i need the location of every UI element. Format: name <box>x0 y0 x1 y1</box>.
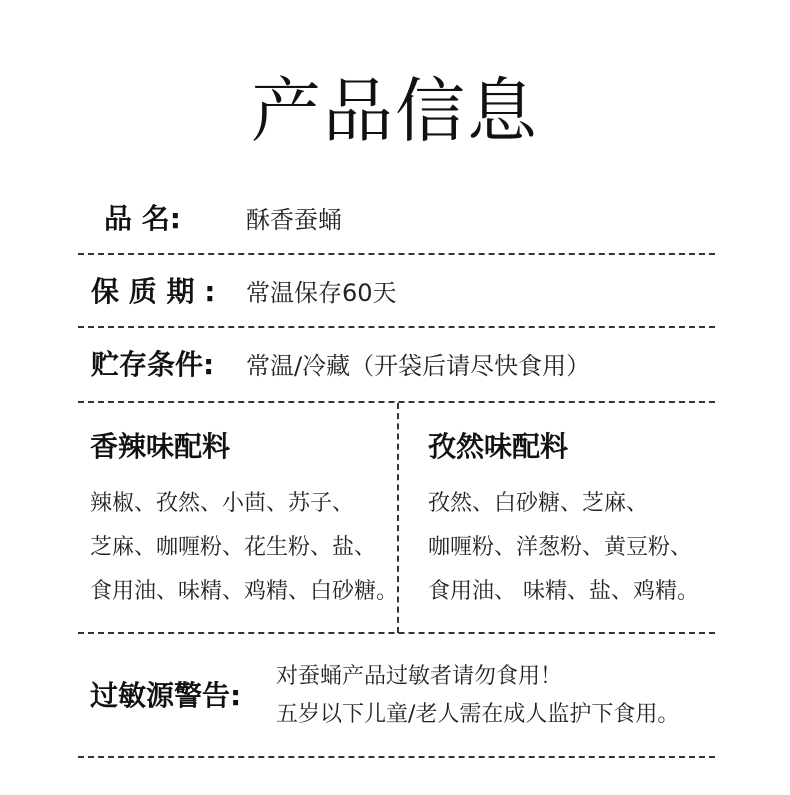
spicy-ingredients-line: 辣椒、孜然、小茴、苏子、 <box>90 491 355 516</box>
page-title: 产品信息 <box>251 70 539 152</box>
product-name-value: 酥香蚕蛹 <box>246 206 342 234</box>
allergy-label: 过敏源警告: <box>90 679 242 712</box>
shelf-life-label: 保 质 期 : <box>91 275 216 308</box>
divider-2 <box>78 326 715 328</box>
divider-5 <box>78 756 715 758</box>
shelf-life-value: 常温保存60天 <box>246 279 397 307</box>
spicy-ingredients-line: 芝麻、咖喱粉、花生粉、盐、 <box>90 535 377 560</box>
cumin-ingredients-line: 孜然、白砂糖、芝麻、 <box>428 491 649 516</box>
allergy-line: 五岁以下儿童/老人需在成人监护下食用。 <box>276 702 680 727</box>
divider-1 <box>78 253 715 255</box>
cumin-ingredients-title: 孜然味配料 <box>428 430 569 463</box>
cumin-ingredients-line: 食用油、 味精、盐、鸡精。 <box>428 579 699 604</box>
allergy-line: 对蚕蛹产品过敏者请勿食用！ <box>276 664 563 689</box>
storage-label: 贮存条件: <box>91 348 215 381</box>
cumin-ingredients-line: 咖喱粉、洋葱粉、黄豆粉、 <box>428 535 693 560</box>
storage-value: 常温/冷藏（开袋后请尽快食用） <box>246 352 591 380</box>
spicy-ingredients-title: 香辣味配料 <box>90 430 231 463</box>
divider-4 <box>78 632 715 634</box>
product-name-label: 品 名: <box>104 202 181 235</box>
spicy-ingredients-line: 食用油、味精、鸡精、白砂糖。 <box>90 579 399 604</box>
